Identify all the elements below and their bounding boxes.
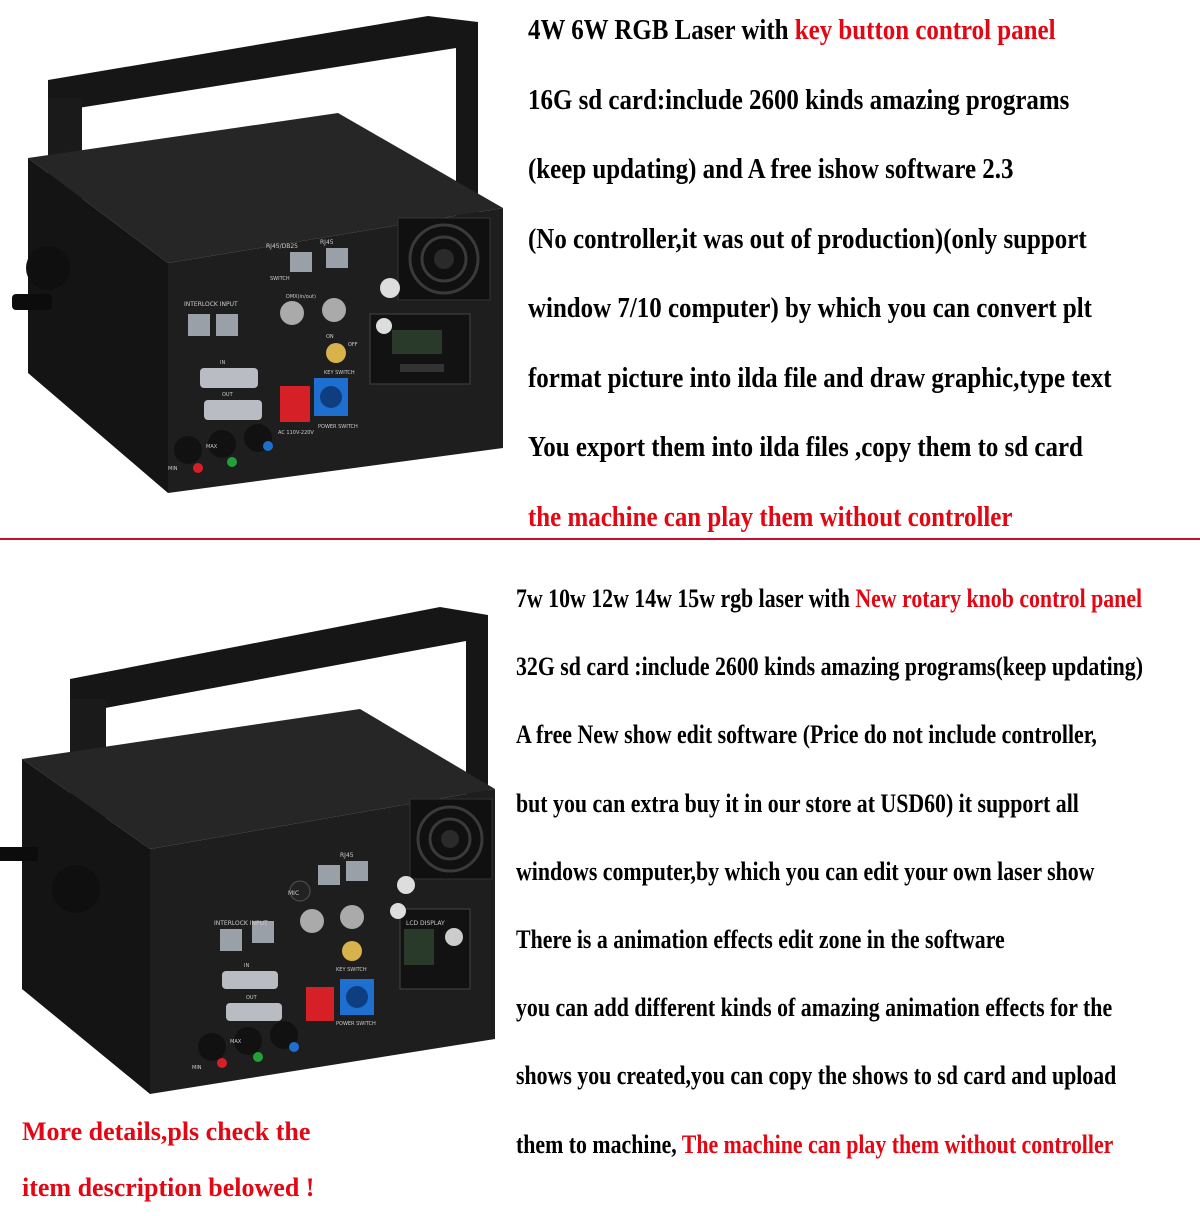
bottom-line-4: but you can extra buy it in our store at USD60) it support all (516, 788, 1079, 818)
min-label: MIN (168, 466, 178, 472)
out-label: OUT (222, 392, 233, 398)
rj45-label: RJ45 (320, 239, 334, 246)
bottom-no-controller-highlight: The machine can play them without controller (681, 1129, 1114, 1159)
bottom-line-8: shows you created,you can copy the shows to sd card and upload (516, 1061, 1117, 1091)
ac-label: AC 110V-220V (278, 430, 314, 436)
section-divider (0, 538, 1200, 540)
top-line-1: 4W 6W RGB Laser with key button control panel (528, 14, 1056, 46)
mic-label: MIC (288, 890, 300, 897)
top-line-6: format picture into ilda file and draw graphic,type text (528, 361, 1112, 394)
laser-projector-rotary-panel-photo (0, 599, 500, 1099)
top-line-2: 16G sd card:include 2600 kinds amazing programs (528, 83, 1070, 116)
top-line-5: window 7/10 computer) by which you can convert plt (528, 292, 1092, 324)
switch-label: SWITCH (270, 276, 290, 282)
top-line-3: (keep updating) and A free ishow software 2.3 (528, 153, 1014, 185)
bottom-min-label: MIN (192, 1065, 202, 1071)
bottom-out-label: OUT (246, 995, 257, 1001)
in-label: IN (220, 360, 226, 366)
laser-projector-key-panel-photo (8, 8, 508, 504)
top-description (528, 8, 1200, 564)
bottom-rj45-label: RJ45 (340, 852, 354, 859)
rj45db25-label: RJ45/DB25 (266, 243, 298, 250)
bottom-product-section (0, 541, 1200, 1200)
details-note-line-1: More details,pls check the (22, 1117, 311, 1146)
details-note-line-2: item description belowed ! (22, 1173, 315, 1202)
power-switch-label: POWER SWITCH (318, 424, 358, 430)
bottom-description (516, 577, 1200, 1191)
rotary-knob-highlight: New rotary knob control panel (855, 584, 1143, 613)
bottom-interlock-label: INTERLOCK INPUT (214, 920, 268, 927)
bottom-power-switch-label: POWER SWITCH (336, 1021, 376, 1027)
top-line-4: (No controller,it was out of production)(only support (528, 222, 1087, 255)
key-button-highlight: key button control panel (794, 14, 1056, 46)
off-label: OFF (348, 342, 358, 348)
bottom-line-5: windows computer,by which you can edit your own laser show (516, 856, 1095, 886)
bottom-max-label: MAX (230, 1039, 242, 1045)
bottom-line-7: you can add different kinds of amazing animation effects for the (516, 993, 1113, 1023)
bottom-in-label: IN (244, 963, 250, 969)
bottom-key-switch-label: KEY SWITCH (336, 967, 367, 973)
details-note (22, 1104, 402, 1216)
bottom-line-2: 32G sd card :include 2600 kinds amazing programs(keep updating) (516, 652, 1143, 682)
on-label: ON (326, 334, 334, 340)
bottom-line-6: There is a animation effects edit zone in the software (516, 924, 1005, 954)
key-switch-label: KEY SWITCH (324, 370, 355, 376)
interlock-label: INTERLOCK INPUT (184, 301, 238, 308)
top-line-7: You export them into ilda files ,copy them to sd card (528, 431, 1083, 463)
bottom-line-3: A free New show edit software (Price do not include controller, (516, 720, 1097, 750)
top-product-section (0, 0, 1200, 540)
dmx-label: DMX(in/out) (286, 294, 316, 300)
max-label: MAX (206, 444, 218, 450)
no-controller-highlight: the machine can play them without controller (528, 500, 1013, 533)
bottom-line-9: them to machine, The machine can play them without controller (516, 1129, 1114, 1159)
bottom-line-1: 7w 10w 12w 14w 15w rgb laser with New rotary knob control panel (516, 584, 1143, 613)
lcd-display-label: LCD DISPLAY (406, 920, 445, 927)
